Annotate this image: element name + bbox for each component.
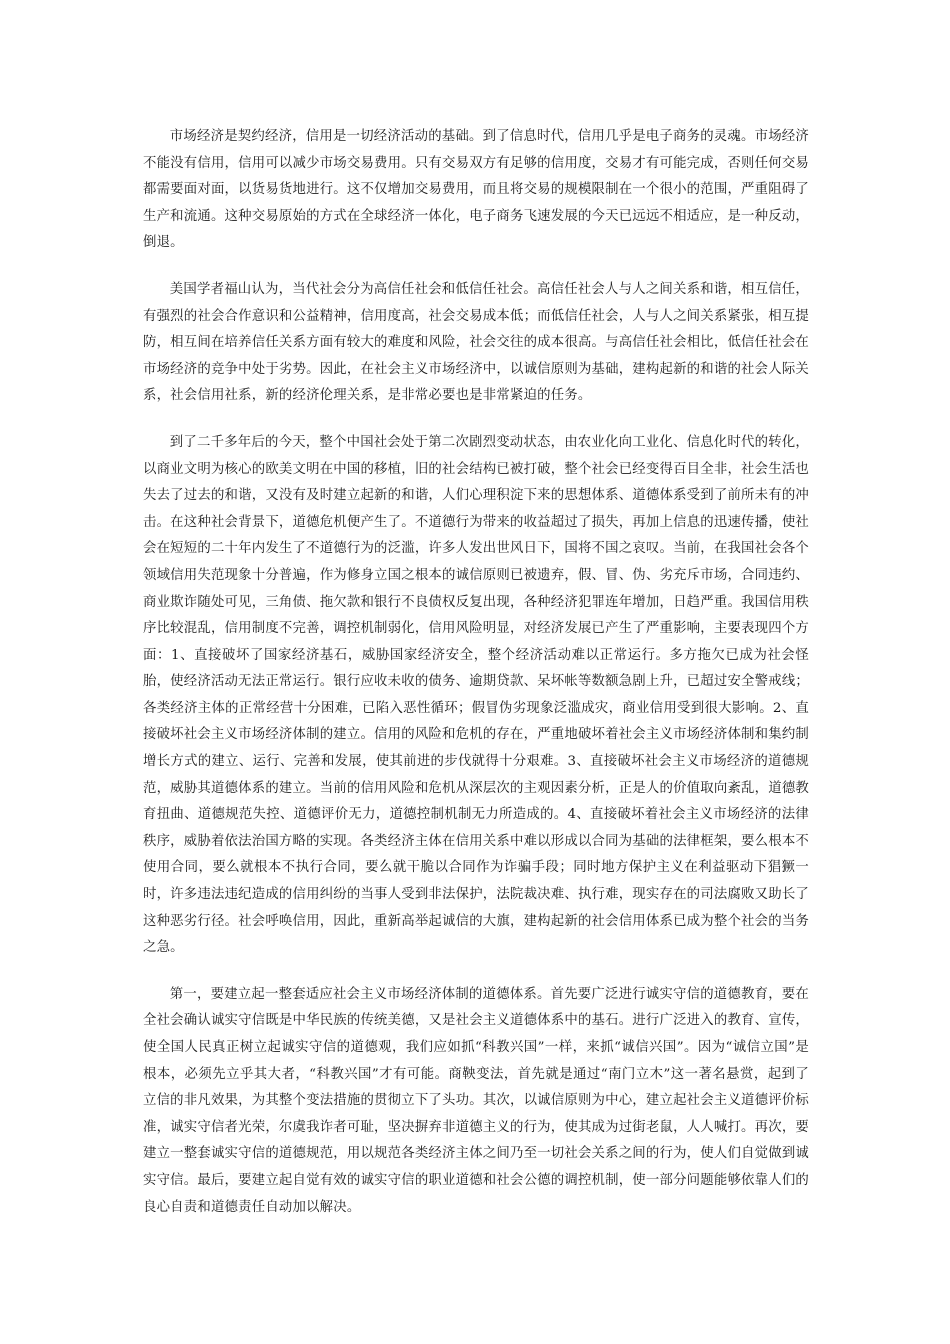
paragraph-3: 到了二千多年后的今天，整个中国社会处于第二次剧烈变动状态，由农业化向工业化、信息化时代的转化，以商业文明为核心的欧美文明在中国的移植，旧的社会结构已被打破，整个社会已经变得百目全非，社会生活也失去了过去的和谐，又没有及时建立起新的和谐，人们心理积淀下来的思想体系、道德体系受到了前所未有的冲击。在这种社会背景下，道德危机便产生了。不道德行为带来的收益超过了损失，再加上信息的迅速传播，使社会在短短的二十年内发生了不道德行为的泛滥，许多人发出世风日下，国将不国之哀叹。当前，在我国社会各个领域信用失范现象十分普遍，作为修身立国之根本的诚信原则已被遗弃，假、冒、伪、劣充斥市场，合同违约、商业欺诈随处可见，三角债、拖欠款和银行不良债权反复出现，各种经济犯罪连年增加，日趋严重。我国信用秩序比较混乱，信用制度不完善，调控机制弱化，信用风险明显，对经济发展已产生了严重影响，主要表现四个方面：1、直接破坏了国家经济基石，威胁国家经济安全，整个经济活动难以正常运行。多方拖欠已成为社会怪胎，使经济活动无法正常运行。银行应收未收的债务、逾期贷款、呆坏帐等数额急剧上升，已超过安全警戒线；各类经济主体的正常经营十分困难，已陷入恶性循环；假冒伪劣现象泛滥成灾，商业信用受到很大影响。2、直接破坏社会主义市场经济体制的建立。信用的风险和危机的存在，严重地破坏着社会主义市场经济体制和集约制增长方式的建立、运行、完善和发展，使其前进的步伐就得十分艰难。3、直接破坏社会主义市场经济的道德规范，威胁其道德体系的建立。当前的信用风险和危机从深层次的主观因素分析，正是人的价值取向紊乱，道德教育扭曲、道德规范失控、道德评价无力，道德控制机制无力所造成的。4、直接破坏着社会主义市场经济的法律秩序，威胁着依法治国方略的实现。各类经济主体在信用关系中难以形成以合同为基础的法律框架，要么根本不使用合同，要么就根本不执行合同，要么就干脆以合同作为诈骗手段；同时地方保护主义在利益驱动下猖獗一时，许多违法违纪造成的信用纠纷的当事人受到非法保护，法院裁决难、执行难，现实存在的司法腐败又助长了这种恶劣行径。社会呼唤信用，因此，重新高举起诚信的大旗，建构起新的社会信用体系已成为整个社会的当务之急。	[143, 434, 809, 956]
paragraph-4: 第一，要建立起一整套适应社会主义市场经济体制的道德体系。首先要广泛进行诚实守信的道德教育，要在全社会确认诚实守信既是中华民族的传统美德，又是社会主义道德体系中的基石。进行广泛进入的教育、宣传，使全国人民真正树立起诚实守信的道德观，我们应如抓“科教兴国”一样，来抓“诚信兴国”。因为“诚信立国”是根本，必须先立乎其大者，“科教兴国”才有可能。商鞅变法，首先就是通过“南门立木”这一著名悬赏，起到了立信的非凡效果，为其整个变法措施的贯彻立下了头功。其次，以诚信原则为中心，建立起社会主义道德评价标准，诚实守信者光荣，尔虞我诈者可耻，坚决摒弃非道德主义的行为，使其成为过街老鼠，人人喊打。再次，要建立一整套诚实守信的道德规范，用以规范各类经济主体之间乃至一切社会关系之间的行为，使人们自觉做到诚实守信。最后，要建立起自觉有效的诚实守信的职业道德和社会公德的调控机制，使一部分问题能够依靠人们的良心自责和道德责任自动加以解决。	[143, 986, 809, 1215]
paragraph-2: 美国学者福山认为，当代社会分为高信任社会和低信任社会。高信任社会人与人之间关系和谐，相互信任，有强烈的社会合作意识和公益精神，信用度高，社会交易成本低；而低信任社会，人与人之间关系紧张，相互提防，相互间在培养信任关系方面有较大的难度和风险，社会交往的成本很高。与高信任社会相比，低信任社会在市场经济的竞争中处于劣势。因此，在社会主义市场经济中，以诚信原则为基础，建构起新的和谐的社会人际关系，社会信用社系，新的经济伦理关系，是非常必要也是非常紧迫的任务。	[143, 281, 809, 404]
document-body	[143, 124, 809, 1241]
paragraph-1: 市场经济是契约经济，信用是一切经济活动的基础。到了信息时代，信用几乎是电子商务的灵魂。市场经济不能没有信用，信用可以减少市场交易费用。只有交易双方有足够的信用度，交易才有可能完成，否则任何交易都需要面对面，以货易货地进行。这不仅增加交易费用，而且将交易的规模限制在一个很小的范围，严重阻碍了生产和流通。这种交易原始的方式在全球经济一体化，电子商务飞速发展的今天已远远不相适应，是一种反动，倒退。	[143, 129, 809, 251]
